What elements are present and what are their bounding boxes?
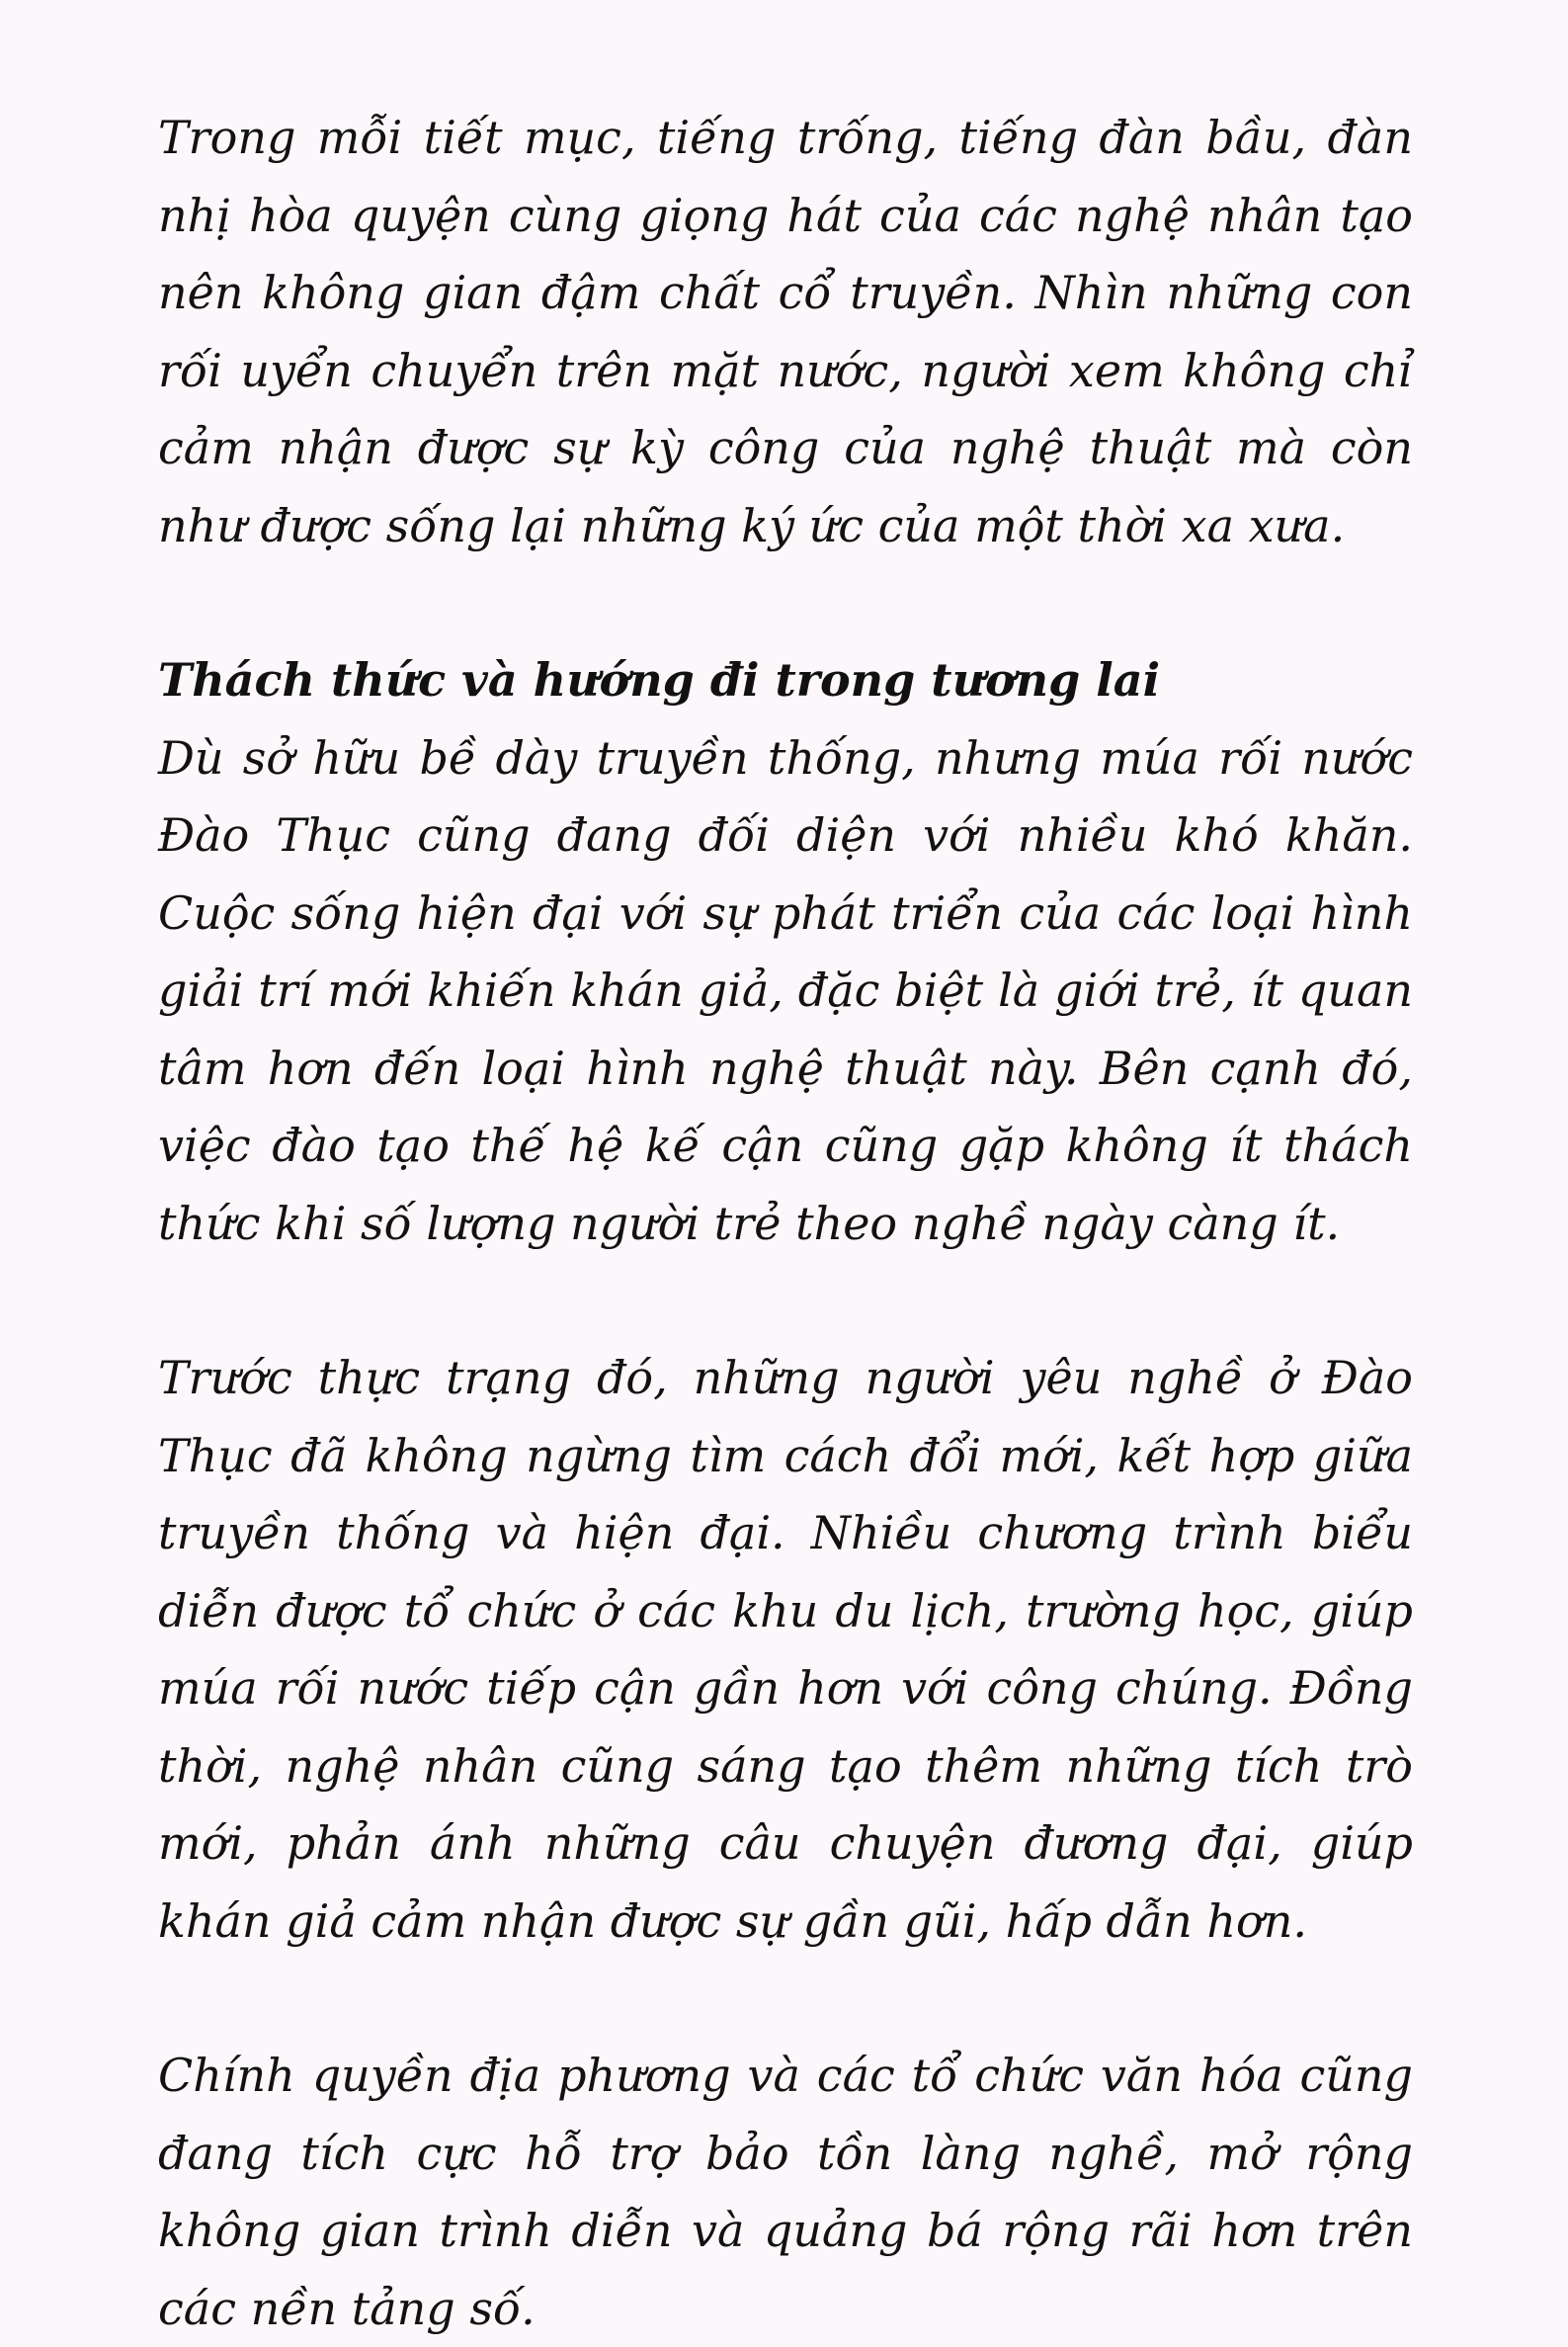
article-body <box>158 99 1413 2347</box>
paragraph-spacer <box>158 1960 1413 2037</box>
paragraph-spacer <box>158 1262 1413 1339</box>
paragraph-support: Chính quyền địa phương và các tổ chức văn hóa cũng đang tích cực hỗ trợ bảo tồn làng nghề, mở rộng không gian trình diễn và quảng bá rộng rãi hơn trên các nền tảng số. <box>158 2049 1413 2335</box>
paragraph-innovation: Trước thực trạng đó, những người yêu nghề ở Đào Thục đã không ngừng tìm cách đổi mới, kết hợp giữa truyền thống và hiện đại. Nhiều chương trình biểu diễn được tổ chức ở các khu du lịch, trường học, giúp múa rối nước tiếp cận gần hơn với công chúng. Đồng thời, nghệ nhân cũng sáng tạo thêm những tích trò mới, phản ánh những câu chuyện đương đại, giúp khán giả cảm nhận được sự gần gũi, hấp dẫn hơn. <box>158 1351 1413 1948</box>
intro-paragraph: Trong mỗi tiết mục, tiếng trống, tiếng đàn bầu, đàn nhị hòa quyện cùng giọng hát của các nghệ nhân tạo nên không gian đậm chất cổ truyền. Nhìn những con rối uyển chuyển trên mặt nước, người xem không chỉ cảm nhận được sự kỳ công của nghệ thuật mà còn như được sống lại những ký ức của một thời xa xưa. <box>158 111 1413 552</box>
section-heading: Thách thức và hướng đi trong tương lai <box>158 653 1161 707</box>
paragraph-challenges: Dù sở hữu bề dày truyền thống, nhưng múa rối nước Đào Thục cũng đang đối diện với nhiều khó khăn. Cuộc sống hiện đại với sự phát triển của các loại hình giải trí mới khiến khán giả, đặc biệt là giới trẻ, ít quan tâm hơn đến loại hình nghệ thuật này. Bên cạnh đó, việc đào tạo thế hệ kế cận cũng gặp không ít thách thức khi số lượng người trẻ theo nghề ngày càng ít. <box>158 730 1413 1250</box>
paragraph-spacer <box>158 564 1413 641</box>
